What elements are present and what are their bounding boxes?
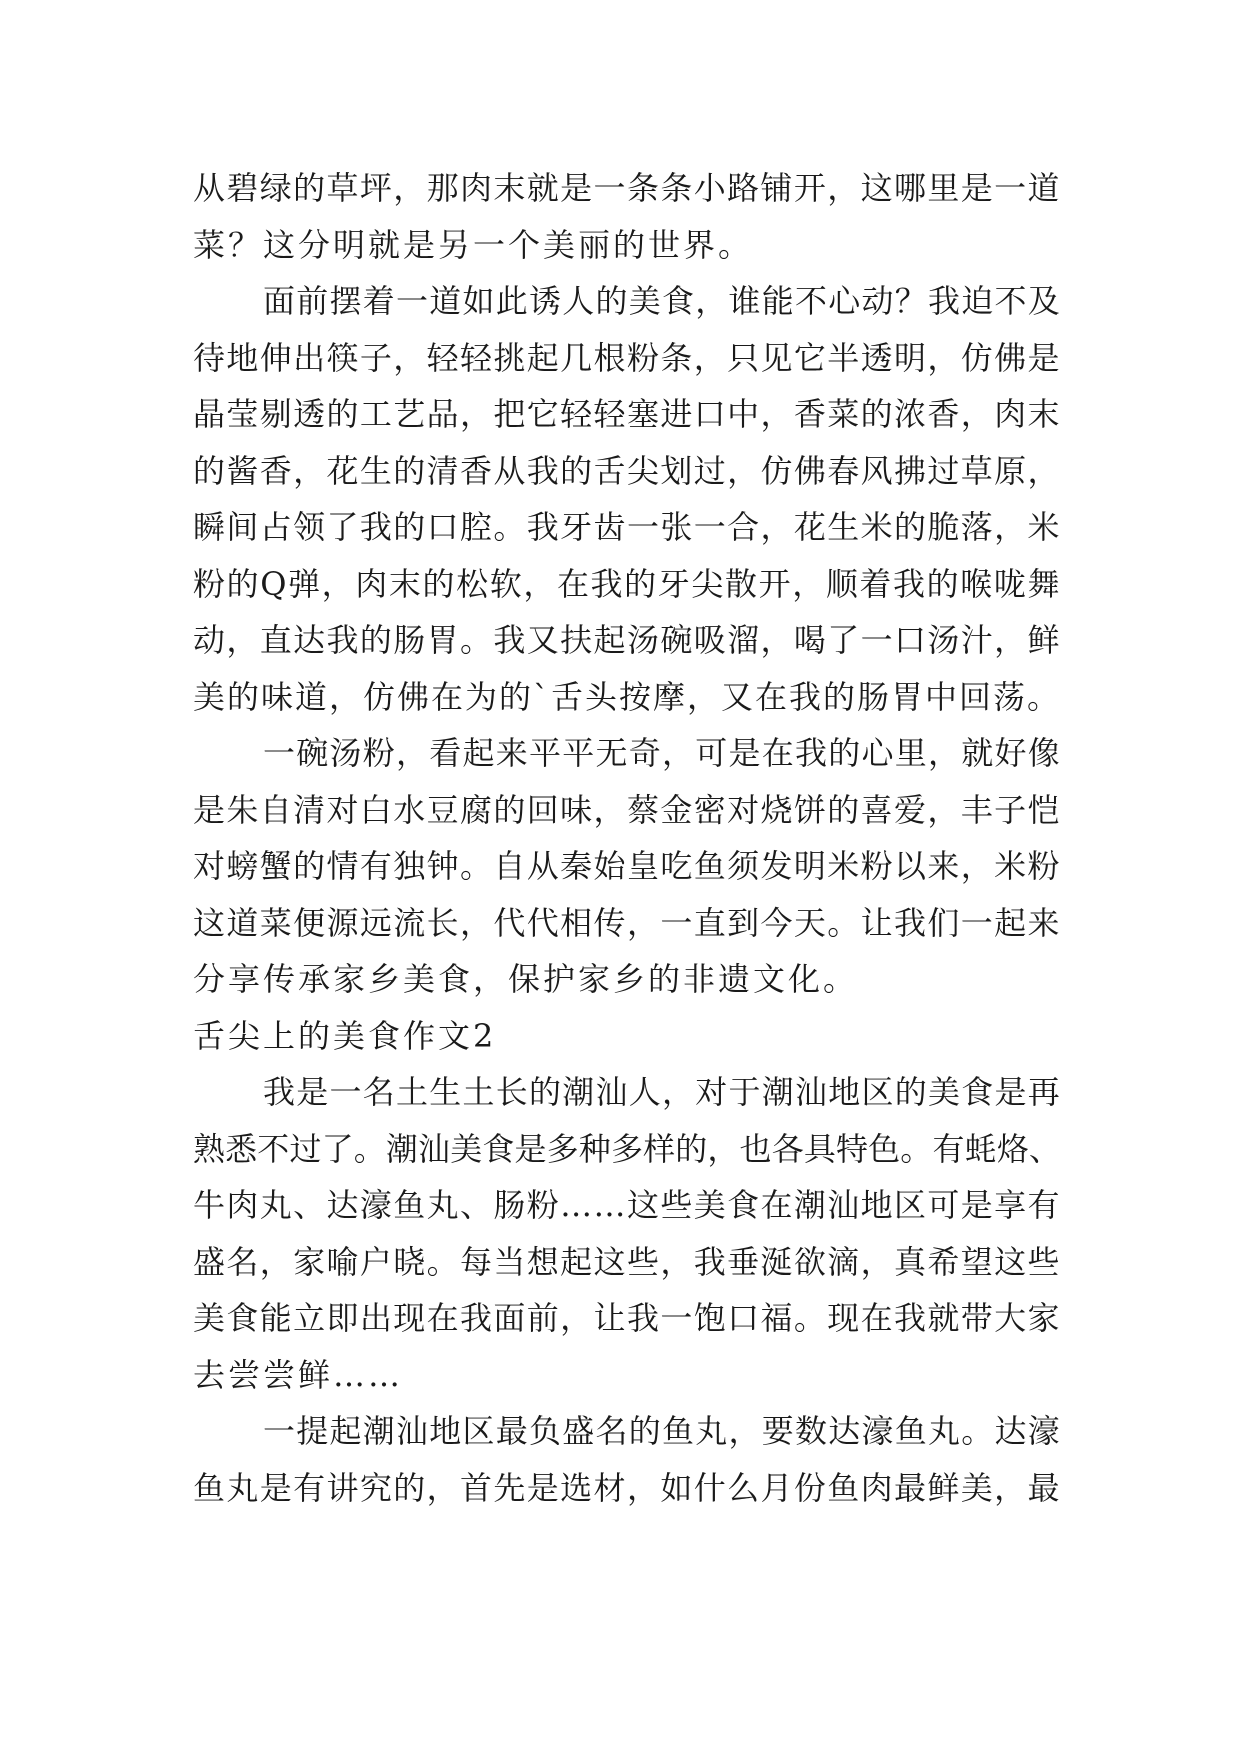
text-line: 从碧绿的草坪，那肉末就是一条条小路铺开，这哪里是一道 (193, 169, 1061, 207)
text-line: 一提起潮汕地区最负盛名的鱼丸，要数达濠鱼丸。达濠 (263, 1412, 1062, 1450)
text-line: 这道菜便源远流长，代代相传，一直到今天。让我们一起来 (193, 903, 1061, 942)
text-line: 一碗汤粉，看起来平平无奇，可是在我的心里，就好像 (263, 734, 1062, 772)
text-line: 菜？这分明就是另一个美丽的世界。 (193, 225, 754, 264)
text-line: 盛名，家喻户晓。每当想起这些，我垂涎欲滴，真希望这些 (193, 1242, 1061, 1281)
text-line: 去尝尝鲜…… (193, 1355, 404, 1394)
text-line: 是朱自清对白水豆腐的回味，蔡金密对烧饼的喜爱，丰子恺 (193, 790, 1061, 829)
text-line: 晶莹剔透的工艺品，把它轻轻塞进口中，香菜的浓香，肉末 (193, 395, 1061, 433)
text-line: 分享传承家乡美食，保护家乡的非遗文化。 (193, 960, 859, 998)
essay-text-block (193, 160, 1073, 1516)
text-line: 美食能立即出现在我面前，让我一饱口福。现在我就带大家 (193, 1299, 1061, 1337)
text-line: 动，直达我的肠胃。我又扶起汤碗吸溜，喝了一口汤汁，鲜 (193, 621, 1061, 659)
text-line: 对螃蟹的情有独钟。自从秦始皇吃鱼须发明米粉以来，米粉 (193, 847, 1061, 885)
text-line: 待地伸出筷子，轻轻挑起几根粉条，只见它半透明，仿佛是 (193, 338, 1061, 377)
text-line: 我是一名土生土长的潮汕人，对于潮汕地区的美食是再 (263, 1073, 1062, 1111)
text-line: 美的味道，仿佛在为的`舌头按摩，又在我的肠胃中回荡。 (193, 677, 1062, 716)
text-line: 瞬间占领了我的口腔。我牙齿一张一合，花生米的脆落，米 (193, 508, 1061, 546)
text-line: 的酱香，花生的清香从我的舌尖划过，仿佛春风拂过草原， (193, 451, 1061, 490)
text-line: 熟悉不过了。潮汕美食是多种多样的，也各具特色。有蚝烙、 (193, 1129, 1062, 1168)
section-heading: 舌尖上的美食作文2 (193, 1016, 497, 1055)
text-line: 鱼丸是有讲究的，首先是选材，如什么月份鱼肉最鲜美，最 (193, 1468, 1061, 1507)
text-line: 面前摆着一道如此诱人的美食，谁能不心动？我迫不及 (263, 282, 1062, 320)
text-line: 粉的Q弹，肉末的松软，在我的牙尖散开，顺着我的喉咙舞 (193, 564, 1062, 603)
text-line: 牛肉丸、达濠鱼丸、肠粉……这些美食在潮汕地区可是享有 (193, 1186, 1061, 1224)
